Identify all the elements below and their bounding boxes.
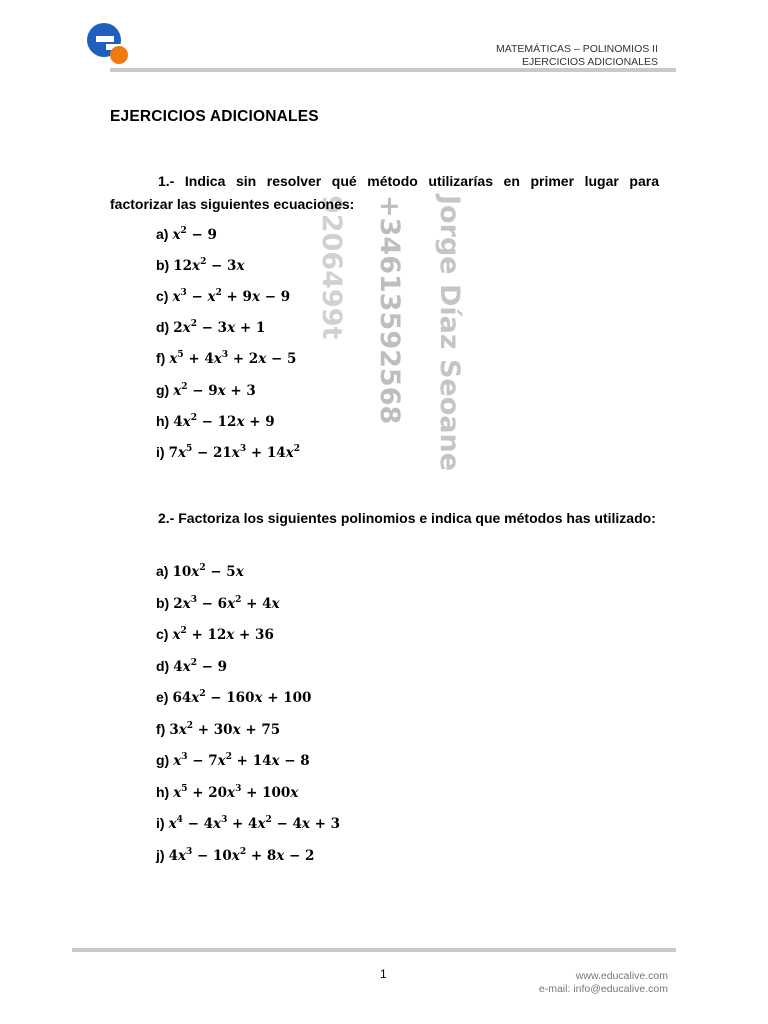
exercise-item [156, 319, 265, 336]
exercise-item [156, 658, 227, 675]
page-number: 1 [380, 967, 387, 981]
exercise-item [156, 382, 256, 399]
exercise-item [156, 563, 244, 580]
item-expression: $x^2 - 9x + 3$ [173, 381, 256, 399]
header-subject: MATEMÁTICAS – POLINOMIOS II [496, 43, 658, 55]
item-expression: $x^5 + 20x^3 + 100x$ [173, 783, 299, 801]
item-expression: $7x^5 - 21x^3 + 14x^2$ [168, 443, 300, 461]
item-label: b) [156, 257, 170, 274]
exercise-item [156, 847, 314, 864]
exercise-item [156, 784, 298, 801]
item-expression: $x^3 - 7x^2 + 14x - 8$ [173, 752, 310, 769]
item-label: e) [156, 689, 169, 705]
exercise-item [156, 595, 280, 612]
item-label: h) [156, 783, 170, 800]
watermark-phone: +34613592568 [374, 195, 405, 425]
exercise-item [156, 288, 290, 305]
item-expression: $12x^2 - 3x$ [173, 257, 245, 275]
footer-website: www.educalive.com [575, 970, 668, 982]
exercise-1-prompt: 1.- Indica sin resolver qué método utilizarías en primer lugar para factorizar las siguientes ecuaciones: [110, 173, 659, 212]
exercise-item [156, 444, 300, 461]
exercise-item [156, 752, 310, 769]
watermark-code: 92064​99t [316, 195, 347, 340]
item-label: d) [156, 657, 170, 674]
item-expression: $x^4 - 4x^3 + 4x^2 - 4x + 3$ [168, 815, 341, 832]
item-expression: $10x^2 - 5x$ [172, 563, 244, 580]
exercise-item [156, 689, 311, 706]
item-expression: $2x^3 - 6x^2 + 4x$ [173, 594, 280, 612]
exercise-item [156, 815, 340, 832]
exercise-item [156, 257, 245, 274]
watermark-name: Jorge Díaz Seoane [434, 195, 465, 472]
item-expression: $64x^2 - 160x + 100$ [172, 689, 312, 706]
item-label: b) [156, 594, 170, 611]
item-expression: $x^5 + 4x^3 + 2x - 5$ [169, 350, 297, 368]
item-expression: $3x^2 + 30x + 75$ [169, 720, 281, 738]
exercise-item [156, 626, 274, 643]
exercise-item [156, 721, 280, 738]
page-title: EJERCICIOS ADICIONALES [110, 108, 319, 125]
item-label: i) [156, 815, 165, 831]
item-expression: $x^3 - x^2 + 9x - 9$ [172, 288, 291, 306]
footer-rule [72, 948, 676, 952]
item-expression: $x^2 - 9$ [172, 226, 217, 243]
exercise-item [156, 226, 217, 243]
exercise-item [156, 350, 296, 367]
item-expression: $4x^3 - 10x^2 + 8x - 2$ [168, 846, 315, 864]
exercise-2-prompt: 2.- Factoriza los siguientes polinomios e indica que métodos has utilizado: [158, 510, 656, 526]
item-label: j) [156, 846, 165, 863]
item-label: a) [156, 563, 169, 579]
item-expression: $2x^2 - 3x + 1$ [173, 319, 266, 337]
item-label: f) [156, 720, 166, 737]
item-label: g) [156, 752, 170, 768]
item-label: g) [156, 381, 170, 398]
item-expression: $x^2 + 12x + 36$ [172, 626, 274, 643]
footer-email: e-mail: info@educalive.com [538, 983, 668, 995]
item-label: a) [156, 226, 169, 242]
item-label: f) [156, 350, 166, 367]
educalive-logo [86, 20, 130, 66]
item-label: d) [156, 319, 170, 336]
item-expression: $4x^2 - 9$ [173, 657, 228, 675]
header-rule [110, 68, 676, 72]
exercise-item [156, 413, 275, 430]
item-label: i) [156, 443, 165, 460]
item-label: c) [156, 626, 169, 642]
item-expression: $4x^2 - 12x + 9$ [173, 412, 275, 430]
item-label: c) [156, 288, 169, 305]
item-label: h) [156, 412, 170, 429]
header-section: EJERCICIOS ADICIONALES [522, 56, 658, 68]
